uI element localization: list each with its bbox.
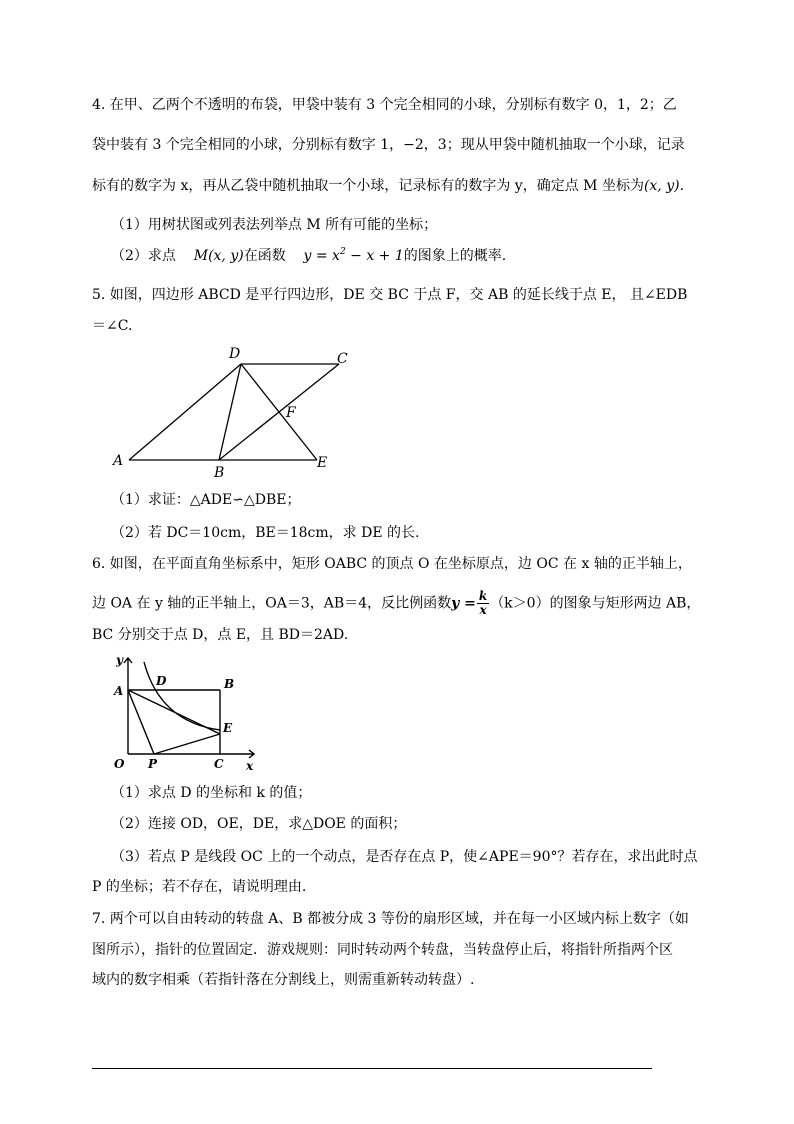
q4-point-m: M(x, y): [193, 248, 244, 264]
q4-sub-2-a: （2）求点: [111, 248, 176, 264]
q6-label-y: y: [116, 653, 123, 667]
q4-line-3-text: 标有的数字为 x，再从乙袋中随机抽取一个小球，记录标有的数字为 y，确定点 M 坐标为: [92, 178, 644, 194]
q5-sub-1: （1）求证：△ADE∽△DBE；: [111, 492, 301, 508]
q4-function-exp: 2: [339, 247, 346, 257]
q4-line-2: 袋中装有 3 个完全相同的小球，分别标有数字 1，−2，3；现从甲袋中随机抽取一个小球，记录: [92, 137, 685, 153]
q4-line-3: [92, 176, 684, 196]
q5-label-a: A: [113, 453, 124, 469]
q4-coord: (x, y).: [643, 178, 685, 194]
q4-line-1: 4. 在甲、乙两个不透明的布袋，甲袋中装有 3 个完全相同的小球，分别标有数字 0，1，2；乙: [92, 97, 677, 113]
q4-sub-2-c: 的图象上的概率.: [403, 248, 507, 264]
q6-sub-3-a: （3）若点 P 是线段 OC 上的一个动点，是否存在点 P，使∠APE＝90°？若存在，求出此时点: [111, 849, 698, 865]
q6-line-2: [92, 590, 700, 617]
q6-function-y: y =: [451, 595, 476, 612]
q5-seg-de: [241, 364, 317, 460]
q6-line-3: BC 分别交于点 D，点 E，且 BD＝2AD.: [92, 627, 349, 643]
q5-seg-ad: [129, 364, 241, 460]
q6-fraction: [477, 590, 489, 617]
q6-line-1: 6. 如图，在平面直角坐标系中，矩形 OABC 的顶点 O 在坐标原点，边 OC 在 x 轴的正半轴上，: [92, 556, 692, 572]
q6-label-c: C: [214, 757, 224, 771]
q6-label-p: P: [148, 757, 158, 771]
q5-line-1: 5. 如图，四边形 ABCD 是平行四边形，DE 交 BC 于点 F，交 AB 的延长线于点 E， 且∠EDB: [92, 287, 688, 303]
q6-sub-3-b: P 的坐标；若不存在，请说明理由.: [92, 879, 307, 895]
q6-line-2-a: 边 OA 在 y 轴的正半轴上，OA＝3，AB＝4，反比例函数: [92, 595, 452, 612]
q5-parallelogram-figure: [105, 340, 355, 480]
q6-seg-pe: [154, 734, 220, 754]
q4-function-a: y = x: [303, 248, 340, 264]
q5-label-b: B: [214, 465, 225, 480]
q4-sub-1: （1）用树状图或列表法列举点 M 所有可能的坐标；: [111, 217, 438, 233]
q7-line-2: 图所示），指针的位置固定．游戏规则：同时转动两个转盘，当转盘停止后，将指针所指两个区: [92, 942, 673, 958]
q6-fraction-denominator: x: [479, 603, 487, 617]
footer-rule: [92, 1068, 652, 1069]
q4-function-b: − x + 1: [345, 248, 404, 264]
q6-label-o: O: [114, 757, 125, 771]
q6-fraction-numerator: k: [478, 589, 488, 603]
q5-label-f: F: [286, 405, 296, 421]
q5-label-c: C: [337, 351, 348, 367]
q6-label-x: x: [246, 759, 254, 773]
q7-line-1: 7. 两个可以自由转动的转盘 A、B 都被分成 3 等份的扇形区域，并在每一小区域内标上数字（如: [92, 911, 689, 927]
q5-label-d: D: [229, 346, 241, 362]
q6-sub-2: （2）连接 OD，OE，DE，求△DOE 的面积；: [111, 816, 407, 832]
q6-label-e: E: [223, 721, 233, 735]
q4-sub-2: [111, 246, 506, 266]
q5-label-e: E: [317, 455, 328, 471]
q4-sub-2-b: 在函数: [243, 248, 286, 264]
q5-line-2: ＝∠C.: [92, 318, 133, 334]
q7-line-3: 域内的数字相乘（若指针落在分割线上，则需重新转动转盘）.: [92, 972, 475, 988]
q6-line-2-b: （k＞0）的图象与矩形两边 AB，: [490, 595, 701, 612]
q6-coordinate-figure: [108, 650, 268, 775]
q5-sub-2: （2）若 DC＝10cm，BE＝18cm，求 DE 的长.: [111, 525, 420, 541]
q6-label-a: A: [114, 684, 124, 698]
q6-label-b: B: [224, 677, 235, 691]
q6-sub-1: （1）求点 D 的坐标和 k 的值；: [111, 785, 312, 801]
q6-hyperbola-curve: [144, 662, 220, 730]
q6-seg-ap: [128, 690, 154, 754]
q6-label-d: D: [156, 674, 167, 688]
